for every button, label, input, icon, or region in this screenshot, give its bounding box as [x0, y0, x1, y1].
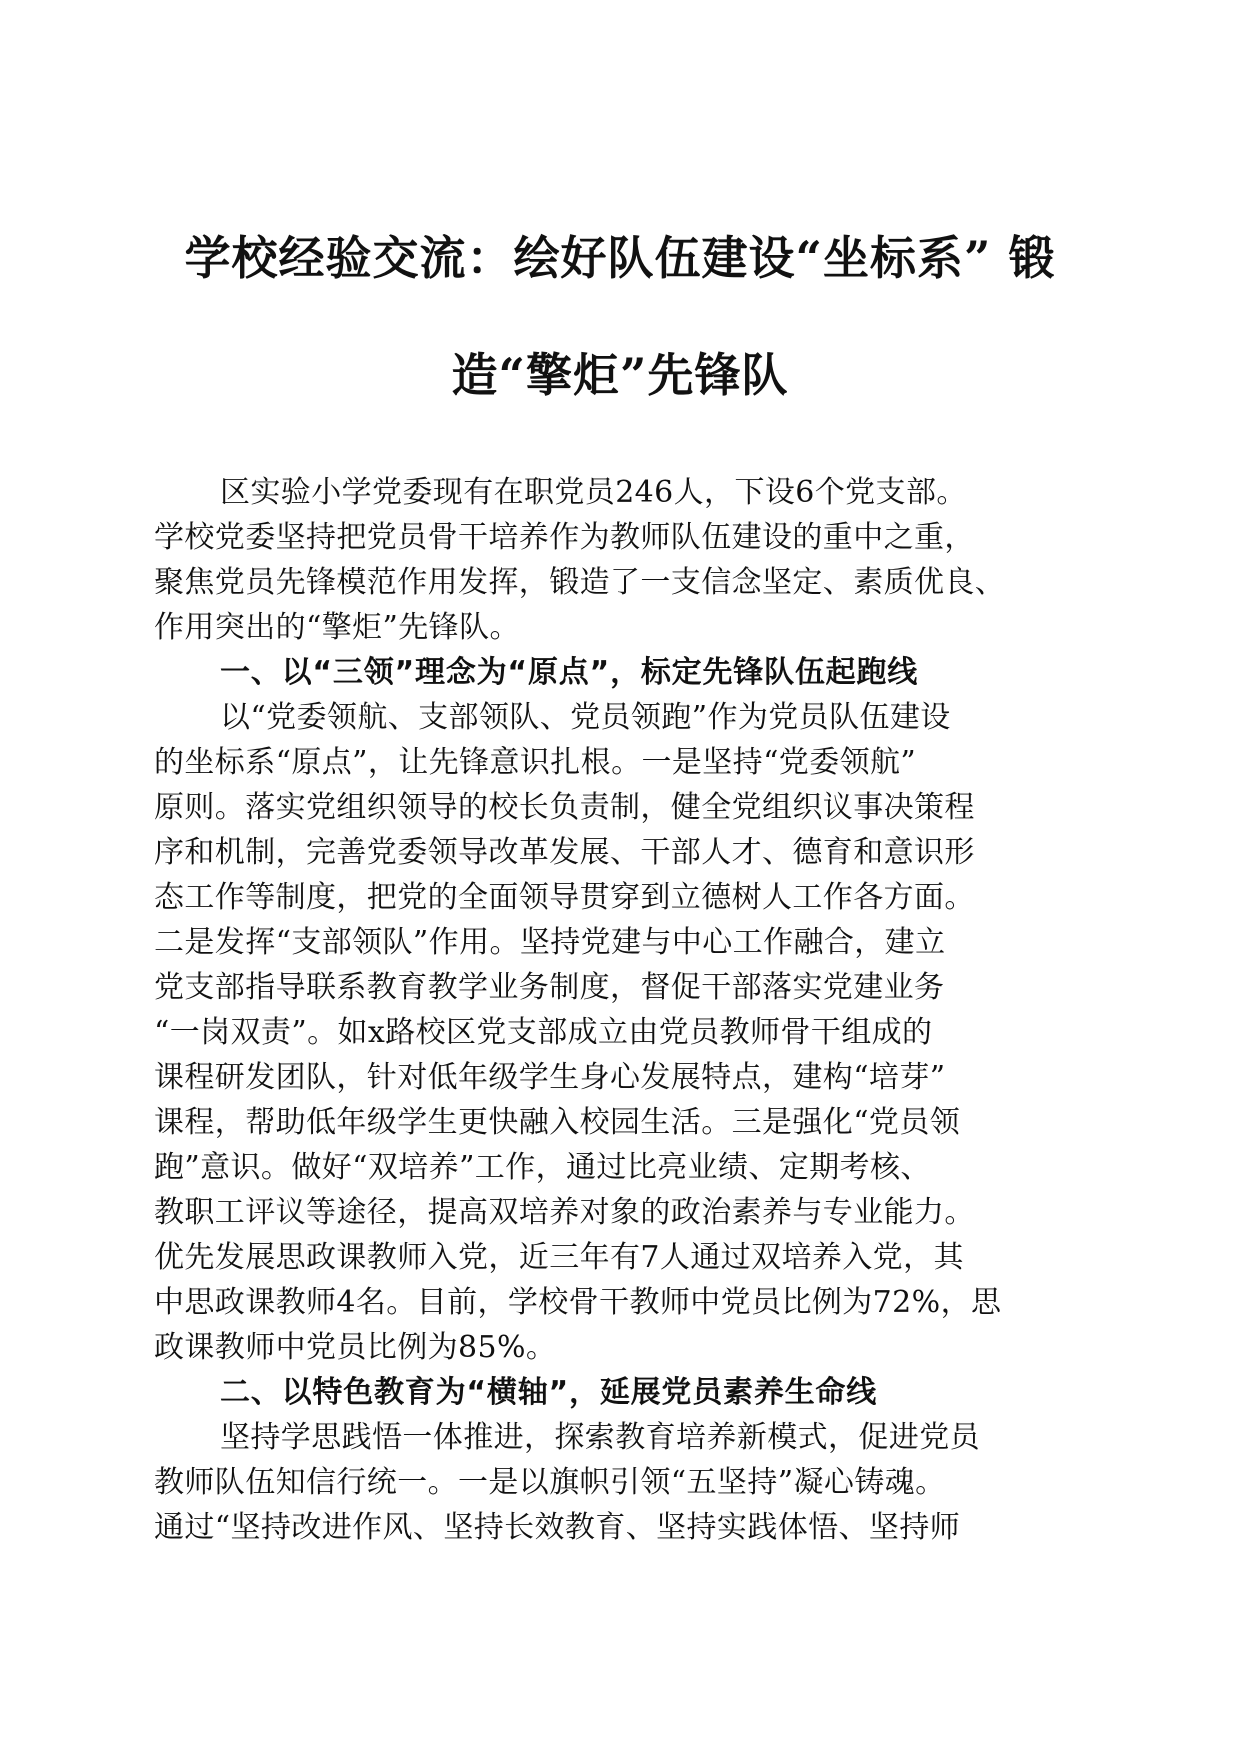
paragraph-line: 跑”意识。做好“双培养”工作，通过比亮业绩、定期考核、: [154, 1150, 931, 1185]
paragraph-line: 序和机制，完善党委领导改革发展、干部人才、德育和意识形: [154, 835, 975, 870]
paragraph-line: 以“党委领航、支部领队、党员领跑”作为党员队伍建设: [220, 700, 951, 735]
paragraph-line: 通过“坚持改进作风、坚持长效教育、坚持实践体悟、坚持师: [154, 1510, 961, 1545]
paragraph-line: 政课教师中党员比例为85%。: [154, 1330, 557, 1365]
paragraph-line: 优先发展思政课教师入党，近三年有7人通过双培养入党，其: [154, 1240, 964, 1275]
paragraph-line: 教职工评议等途径，提高双培养对象的政治素养与专业能力。: [154, 1195, 975, 1230]
document-title-line-2: 造“擎炬”先锋队: [451, 348, 789, 402]
paragraph-line: 课程研发团队，针对低年级学生身心发展特点，建构“培芽”: [154, 1060, 946, 1095]
paragraph-line: 态工作等制度，把党的全面领导贯穿到立德树人工作各方面。: [154, 880, 975, 915]
paragraph-line: 中思政课教师4名。目前，学校骨干教师中党员比例为72%，思: [154, 1285, 1002, 1320]
paragraph-line: 的坐标系“原点”，让先锋意识扎根。一是坚持“党委领航”: [154, 745, 917, 780]
paragraph-line: 原则。落实党组织领导的校长负责制，健全党组织议事决策程: [154, 790, 975, 825]
paragraph-line: 二是发挥“支部领队”作用。坚持党建与中心工作融合，建立: [154, 925, 946, 960]
paragraph-line: 教师队伍知信行统一。一是以旗帜引领“五坚持”凝心铸魂。: [154, 1465, 946, 1500]
paragraph-line: 课程，帮助低年级学生更快融入校园生活。三是强化“党员领: [154, 1105, 961, 1140]
paragraph-line: 坚持学思践悟一体推进，探索教育培养新模式，促进党员: [220, 1420, 980, 1455]
section-heading-1: 一、以“三领”理念为“原点”，标定先锋队伍起跑线: [220, 655, 919, 690]
paragraph-line: 学校党委坚持把党员骨干培养作为教师队伍建设的重中之重，: [154, 520, 975, 555]
document-body: [154, 470, 1089, 1550]
document-title-line-1: 学校经验交流：绘好队伍建设“坐标系” 锻: [184, 231, 1056, 285]
paragraph-line: 党支部指导联系教育教学业务制度，督促干部落实党建业务: [154, 970, 945, 1005]
paragraph-line: 区实验小学党委现有在职党员246人，下设6个党支部。: [220, 475, 967, 510]
section-heading-2: 二、以特色教育为“横轴”，延展党员素养生命线: [220, 1375, 878, 1410]
paragraph-line: 聚焦党员先锋模范作用发挥，锻造了一支信念坚定、素质优良、: [154, 565, 1006, 600]
paragraph-line: 作用突出的“擎炬”先锋队。: [154, 610, 520, 645]
paragraph-line: “一岗双责”。如x路校区党支部成立由党员教师骨干组成的: [154, 1015, 933, 1050]
